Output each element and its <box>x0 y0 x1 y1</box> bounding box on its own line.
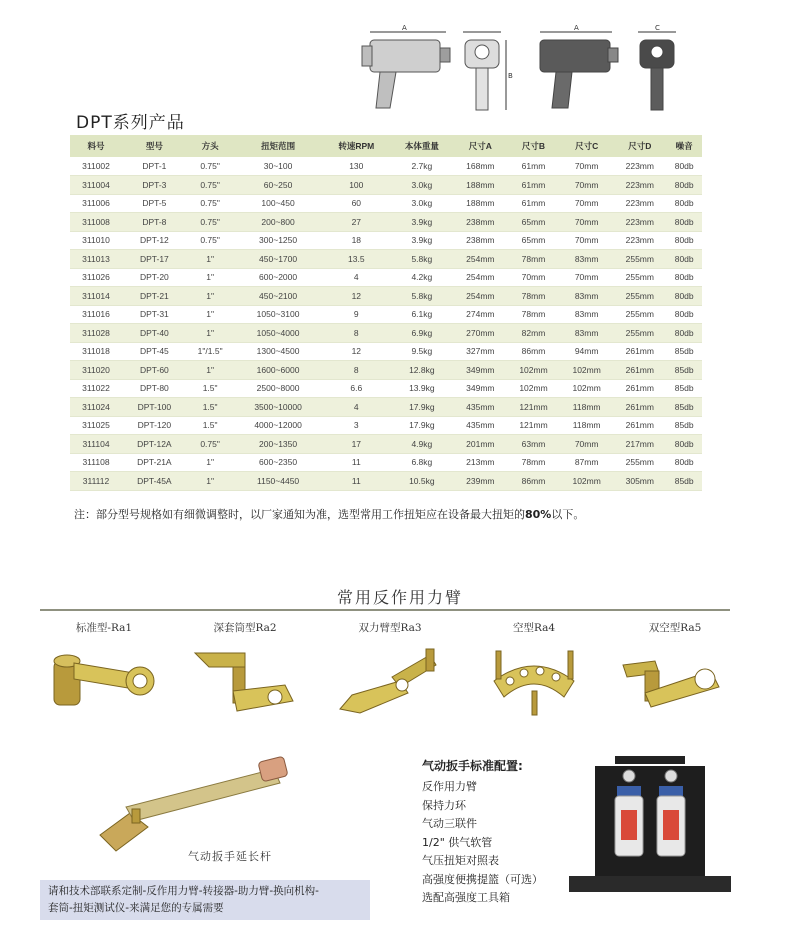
table-cell: 0.75" <box>187 157 234 176</box>
table-cell: 70mm <box>507 268 560 287</box>
section-divider <box>40 609 730 611</box>
table-cell: 261mm <box>613 398 666 417</box>
table-cell: DPT-3 <box>122 176 187 195</box>
table-cell: 311006 <box>70 194 122 213</box>
table-cell: 121mm <box>507 398 560 417</box>
table-cell: 311008 <box>70 213 122 232</box>
wrench-technical-drawings <box>350 18 690 118</box>
table-cell: 238mm <box>454 231 507 250</box>
table-cell: DPT-21 <box>122 287 187 306</box>
table-row <box>70 231 702 250</box>
table-cell: 13.5 <box>323 250 390 269</box>
table-cell: 12 <box>323 342 390 361</box>
table-cell: 311016 <box>70 305 122 324</box>
table-cell: 121mm <box>507 416 560 435</box>
table-cell: 305mm <box>613 472 666 491</box>
table-cell: 270mm <box>454 324 507 343</box>
spec-column-header: 方头 <box>187 135 234 157</box>
table-cell: 200~1350 <box>234 435 323 454</box>
arm-ra5-label: 双空型Ra5 <box>648 622 702 634</box>
table-cell: 311014 <box>70 287 122 306</box>
table-cell: DPT-21A <box>122 453 187 472</box>
table-cell: 80db <box>666 157 702 176</box>
table-cell: 600~2350 <box>234 453 323 472</box>
table-cell: 102mm <box>507 379 560 398</box>
table-cell: 78mm <box>507 305 560 324</box>
footnote-suffix: 以下。 <box>551 508 585 521</box>
front-view-photo <box>638 24 676 110</box>
table-row <box>70 324 702 343</box>
table-cell: 17.9kg <box>390 398 454 417</box>
table-cell: 102mm <box>560 361 613 380</box>
table-cell: 118mm <box>560 416 613 435</box>
table-cell: DPT-80 <box>122 379 187 398</box>
table-cell: DPT-40 <box>122 324 187 343</box>
table-cell: 85db <box>666 416 702 435</box>
table-cell: 255mm <box>613 250 666 269</box>
table-cell: DPT-60 <box>122 361 187 380</box>
table-cell: 27 <box>323 213 390 232</box>
table-cell: 349mm <box>454 361 507 380</box>
table-cell: 1600~6000 <box>234 361 323 380</box>
table-cell: 223mm <box>613 194 666 213</box>
table-cell: 0.75" <box>187 194 234 213</box>
table-cell: 223mm <box>613 157 666 176</box>
table-cell: 311028 <box>70 324 122 343</box>
table-cell: 450~1700 <box>234 250 323 269</box>
table-cell: 65mm <box>507 231 560 250</box>
table-cell: 61mm <box>507 157 560 176</box>
arm-ra3-image <box>330 641 450 721</box>
table-cell: 435mm <box>454 398 507 417</box>
table-cell: 18 <box>323 231 390 250</box>
table-cell: DPT-45 <box>122 342 187 361</box>
spec-table-header-row <box>70 135 702 157</box>
table-cell: 254mm <box>454 250 507 269</box>
table-cell: 261mm <box>613 379 666 398</box>
table-cell: 130 <box>323 157 390 176</box>
arm-ra2-image <box>185 641 305 721</box>
table-cell: 201mm <box>454 435 507 454</box>
table-cell: 11 <box>323 453 390 472</box>
table-cell: 3.9kg <box>390 231 454 250</box>
table-cell: 78mm <box>507 453 560 472</box>
spec-column-header: 料号 <box>70 135 122 157</box>
table-row <box>70 398 702 417</box>
table-cell: 223mm <box>613 231 666 250</box>
spec-table <box>70 135 702 491</box>
spec-column-header: 转速RPM <box>323 135 390 157</box>
table-cell: 83mm <box>560 305 613 324</box>
table-cell: 70mm <box>560 435 613 454</box>
table-cell: DPT-1 <box>122 157 187 176</box>
table-cell: 80db <box>666 213 702 232</box>
table-cell: 87mm <box>560 453 613 472</box>
table-cell: 83mm <box>560 250 613 269</box>
arm-ra1-image <box>44 641 164 721</box>
dim-b-label: B <box>508 72 513 80</box>
table-cell: 1" <box>187 250 234 269</box>
table-cell: 80db <box>666 268 702 287</box>
table-cell: 3.0kg <box>390 176 454 195</box>
table-cell: 80db <box>666 287 702 306</box>
spec-column-header: 尺寸D <box>613 135 666 157</box>
spec-column-header: 型号 <box>122 135 187 157</box>
standard-config-list <box>422 778 543 908</box>
table-cell: 1300~4500 <box>234 342 323 361</box>
table-cell: 78mm <box>507 250 560 269</box>
table-cell: 80db <box>666 194 702 213</box>
standard-config-item: 1/2" 供气软管 <box>422 835 493 849</box>
table-cell: 1.5" <box>187 398 234 417</box>
table-cell: 1" <box>187 472 234 491</box>
banner-line-2: 套筒-扭矩测试仪-来满足您的专属需要 <box>48 902 224 914</box>
table-cell: 65mm <box>507 213 560 232</box>
table-cell: 6.1kg <box>390 305 454 324</box>
table-cell: DPT-8 <box>122 213 187 232</box>
table-cell: 82mm <box>507 324 560 343</box>
table-cell: 311022 <box>70 379 122 398</box>
table-row <box>70 416 702 435</box>
table-cell: 239mm <box>454 472 507 491</box>
table-cell: 349mm <box>454 379 507 398</box>
table-cell: 6.9kg <box>390 324 454 343</box>
table-row <box>70 453 702 472</box>
table-cell: 80db <box>666 324 702 343</box>
dim-a-label: A <box>402 24 407 32</box>
table-cell: 261mm <box>613 361 666 380</box>
table-cell: 311004 <box>70 176 122 195</box>
table-cell: 60~250 <box>234 176 323 195</box>
table-cell: 300~1250 <box>234 231 323 250</box>
table-cell: DPT-5 <box>122 194 187 213</box>
table-cell: 8 <box>323 324 390 343</box>
table-cell: 12.8kg <box>390 361 454 380</box>
table-cell: 118mm <box>560 398 613 417</box>
table-cell: 311010 <box>70 231 122 250</box>
standard-config-item: 选配高强度工具箱 <box>422 891 510 904</box>
side-view-drawing <box>362 24 450 108</box>
table-row <box>70 305 702 324</box>
table-cell: 213mm <box>454 453 507 472</box>
arm-ra2-label: 深套筒型Ra2 <box>213 622 277 634</box>
table-cell: 83mm <box>560 287 613 306</box>
standard-config-item: 高强度便携提篮（可选） <box>422 872 543 886</box>
table-cell: 5.8kg <box>390 250 454 269</box>
footnote-emphasis: 80% <box>525 508 552 521</box>
table-cell: 450~2100 <box>234 287 323 306</box>
table-cell: 1.5" <box>187 379 234 398</box>
table-cell: 0.75" <box>187 231 234 250</box>
side-view-photo <box>540 24 618 108</box>
table-cell: 10.5kg <box>390 472 454 491</box>
table-cell: DPT-17 <box>122 250 187 269</box>
table-row <box>70 379 702 398</box>
table-cell: 5.8kg <box>390 287 454 306</box>
table-cell: 3 <box>323 416 390 435</box>
table-cell: 70mm <box>560 157 613 176</box>
table-cell: 4000~12000 <box>234 416 323 435</box>
table-cell: DPT-120 <box>122 416 187 435</box>
table-cell: 100~450 <box>234 194 323 213</box>
table-cell: 85db <box>666 472 702 491</box>
table-row <box>70 472 702 491</box>
table-cell: 1.5" <box>187 416 234 435</box>
dim-a-label-2: A <box>574 24 579 32</box>
spec-column-header: 尺寸A <box>454 135 507 157</box>
table-cell: 238mm <box>454 213 507 232</box>
table-cell: 1" <box>187 361 234 380</box>
table-cell: 1" <box>187 268 234 287</box>
spec-column-header: 本体重量 <box>390 135 454 157</box>
table-cell: 1" <box>187 453 234 472</box>
table-cell: 78mm <box>507 287 560 306</box>
table-cell: 0.75" <box>187 176 234 195</box>
table-cell: 94mm <box>560 342 613 361</box>
table-row <box>70 213 702 232</box>
standard-config-item: 保持力环 <box>422 798 466 812</box>
table-cell: 327mm <box>454 342 507 361</box>
table-cell: 70mm <box>560 268 613 287</box>
table-cell: 311026 <box>70 268 122 287</box>
table-cell: 168mm <box>454 157 507 176</box>
table-cell: 311020 <box>70 361 122 380</box>
table-cell: 1150~4450 <box>234 472 323 491</box>
table-cell: 102mm <box>560 379 613 398</box>
table-cell: 188mm <box>454 176 507 195</box>
table-cell: 70mm <box>560 176 613 195</box>
table-cell: 261mm <box>613 416 666 435</box>
table-cell: 83mm <box>560 324 613 343</box>
table-cell: 102mm <box>560 472 613 491</box>
table-cell: DPT-12 <box>122 231 187 250</box>
table-cell: 8 <box>323 361 390 380</box>
table-cell: 223mm <box>613 176 666 195</box>
table-cell: DPT-12A <box>122 435 187 454</box>
table-cell: 1050~3100 <box>234 305 323 324</box>
table-cell: 311013 <box>70 250 122 269</box>
arm-ra3-label: 双力臂型Ra3 <box>358 622 422 634</box>
standard-config-title: 气动扳手标准配置: <box>422 759 523 773</box>
table-cell: DPT-20 <box>122 268 187 287</box>
arm-ra5-image <box>615 641 735 721</box>
table-cell: 255mm <box>613 453 666 472</box>
table-cell: 17.9kg <box>390 416 454 435</box>
table-cell: 1" <box>187 305 234 324</box>
reaction-arms-title: 常用反作用力臂 <box>336 588 463 607</box>
table-cell: 223mm <box>613 213 666 232</box>
table-cell: 188mm <box>454 194 507 213</box>
arm-ra4 <box>474 620 594 721</box>
frl-kit-image <box>565 752 735 897</box>
table-cell: 102mm <box>507 361 560 380</box>
spec-column-header: 尺寸C <box>560 135 613 157</box>
table-cell: 60 <box>323 194 390 213</box>
table-cell: 0.75" <box>187 435 234 454</box>
customization-banner <box>40 880 370 920</box>
table-cell: 80db <box>666 176 702 195</box>
table-cell: 3.9kg <box>390 213 454 232</box>
table-row <box>70 157 702 176</box>
table-row <box>70 176 702 195</box>
spec-column-header: 尺寸B <box>507 135 560 157</box>
table-cell: 85db <box>666 342 702 361</box>
table-cell: 9 <box>323 305 390 324</box>
standard-config-item: 反作用力臂 <box>422 780 477 793</box>
table-cell: 255mm <box>613 324 666 343</box>
table-cell: 86mm <box>507 472 560 491</box>
table-row <box>70 194 702 213</box>
table-cell: 80db <box>666 250 702 269</box>
front-view-drawing <box>463 32 513 110</box>
table-cell: 4.2kg <box>390 268 454 287</box>
table-cell: DPT-100 <box>122 398 187 417</box>
table-cell: 80db <box>666 305 702 324</box>
table-cell: 311018 <box>70 342 122 361</box>
banner-line-1: 请和技术部联系定制-反作用力臂-转接器-助力臂-换向机构- <box>48 885 319 897</box>
arm-ra3 <box>330 620 450 721</box>
table-cell: 63mm <box>507 435 560 454</box>
table-cell: 261mm <box>613 342 666 361</box>
table-row <box>70 342 702 361</box>
table-cell: 1050~4000 <box>234 324 323 343</box>
arm-ra4-label: 空型Ra4 <box>512 622 556 634</box>
table-cell: 85db <box>666 379 702 398</box>
table-cell: 70mm <box>560 231 613 250</box>
table-cell: 1" <box>187 287 234 306</box>
table-cell: 61mm <box>507 194 560 213</box>
table-cell: 254mm <box>454 268 507 287</box>
table-cell: 2500~8000 <box>234 379 323 398</box>
table-row <box>70 435 702 454</box>
table-cell: 11 <box>323 472 390 491</box>
table-cell: 4 <box>323 398 390 417</box>
table-cell: 13.9kg <box>390 379 454 398</box>
table-cell: 254mm <box>454 287 507 306</box>
table-cell: 435mm <box>454 416 507 435</box>
table-cell: 80db <box>666 435 702 454</box>
table-cell: DPT-45A <box>122 472 187 491</box>
table-cell: 70mm <box>560 194 613 213</box>
table-cell: 255mm <box>613 287 666 306</box>
standard-config-item: 气动三联件 <box>422 817 477 830</box>
table-cell: 80db <box>666 231 702 250</box>
spec-column-header: 扭矩范围 <box>234 135 323 157</box>
footnote-text: 注：部分型号规格如有细微调整时，以厂家通知为准，选型常用工作扭矩应在设备最大扭矩的 <box>74 508 525 521</box>
table-cell: 3500~10000 <box>234 398 323 417</box>
extension-bar-label: 气动扳手延长杆 <box>188 850 272 863</box>
table-cell: 311024 <box>70 398 122 417</box>
arm-ra2 <box>185 620 305 721</box>
table-cell: 1"/1.5" <box>187 342 234 361</box>
dim-c-label: C <box>655 24 660 32</box>
table-cell: 311112 <box>70 472 122 491</box>
table-row <box>70 361 702 380</box>
table-cell: 200~800 <box>234 213 323 232</box>
table-cell: 85db <box>666 398 702 417</box>
arm-ra1-label: 标准型-Ra1 <box>75 622 133 634</box>
table-cell: 2.7kg <box>390 157 454 176</box>
table-row <box>70 268 702 287</box>
table-cell: 3.0kg <box>390 194 454 213</box>
arm-ra1 <box>44 620 164 721</box>
standard-config-item: 气压扭矩对照表 <box>422 854 499 867</box>
arm-ra4-image <box>474 641 594 721</box>
arm-ra5 <box>615 620 735 721</box>
table-cell: 85db <box>666 361 702 380</box>
table-cell: 80db <box>666 453 702 472</box>
table-cell: 1" <box>187 324 234 343</box>
table-cell: 61mm <box>507 176 560 195</box>
table-cell: 311025 <box>70 416 122 435</box>
table-cell: 6.8kg <box>390 453 454 472</box>
table-cell: 311108 <box>70 453 122 472</box>
section-title: DPT系列产品 <box>76 113 185 133</box>
table-row <box>70 287 702 306</box>
table-cell: DPT-31 <box>122 305 187 324</box>
table-cell: 6.6 <box>323 379 390 398</box>
table-cell: 86mm <box>507 342 560 361</box>
table-cell: 311104 <box>70 435 122 454</box>
table-cell: 4 <box>323 268 390 287</box>
table-cell: 17 <box>323 435 390 454</box>
footnote <box>74 506 584 522</box>
table-cell: 30~100 <box>234 157 323 176</box>
table-cell: 217mm <box>613 435 666 454</box>
table-cell: 274mm <box>454 305 507 324</box>
spec-table-body <box>70 157 702 490</box>
spec-column-header: 噪音 <box>666 135 702 157</box>
table-cell: 4.9kg <box>390 435 454 454</box>
table-row <box>70 250 702 269</box>
table-cell: 311002 <box>70 157 122 176</box>
table-cell: 255mm <box>613 268 666 287</box>
table-cell: 100 <box>323 176 390 195</box>
table-cell: 255mm <box>613 305 666 324</box>
table-cell: 9.5kg <box>390 342 454 361</box>
table-cell: 600~2000 <box>234 268 323 287</box>
table-cell: 0.75" <box>187 213 234 232</box>
table-cell: 70mm <box>560 213 613 232</box>
table-cell: 12 <box>323 287 390 306</box>
